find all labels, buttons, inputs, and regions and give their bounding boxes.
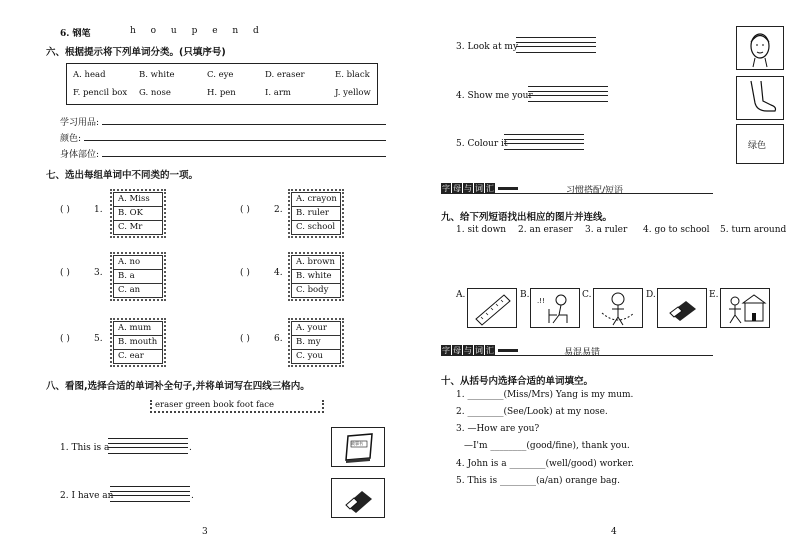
banner2-char-3: 与 [464, 345, 472, 355]
banner2-sub: 易混易错 [564, 348, 601, 358]
face-picture [736, 26, 784, 70]
g6-opt-c: C. you [291, 350, 341, 364]
turn-around-picture[interactable] [593, 288, 643, 328]
sit-down-picture[interactable] [530, 288, 580, 328]
cat-color-line[interactable] [84, 140, 386, 141]
g2-opt-b: B. ruler [291, 207, 341, 221]
phrase-2: 2. an eraser [518, 225, 573, 235]
g3-num: 3. [94, 268, 103, 278]
pic-d-label: D. [646, 290, 656, 300]
g6-opt-b: B. my [291, 336, 341, 350]
g1-opt-a: A. Miss [113, 192, 163, 207]
book-picture [331, 427, 385, 467]
phrase-5: 5. turn around [720, 225, 787, 235]
g1-options [110, 189, 166, 238]
word-c: C. eye [207, 70, 234, 80]
banner2-char-5: 汇 [486, 345, 494, 355]
g3-options [110, 252, 166, 301]
word-f: F. pencil box [73, 88, 128, 98]
fill-item-2: 2. ________(See/Look) at my nose. [456, 407, 608, 417]
banner2-line [441, 355, 713, 356]
eraser-picture-d[interactable] [657, 288, 707, 328]
g1-opt-b: B. OK [113, 207, 163, 221]
sec10-title: 十、从括号内选择合适的单词填空。 [441, 376, 594, 387]
word-d: D. eraser [265, 70, 305, 80]
banner1-char-3: 与 [464, 183, 472, 193]
fill-item-3-answer: —I'm ________(good/fine), thank you. [464, 441, 630, 451]
g4-paren[interactable]: ( ) [240, 268, 250, 278]
banner1-bar [498, 187, 518, 190]
ruler-picture[interactable] [467, 288, 517, 328]
g5-options [110, 318, 166, 367]
banner2-char-4: 词 [475, 345, 483, 355]
cat-color: 颜色: [60, 134, 82, 144]
sec9-title: 九、给下列短语找出相应的图片并连线。 [441, 212, 613, 223]
g5-paren[interactable]: ( ) [60, 334, 70, 344]
banner1-char-2: 母 [453, 183, 461, 193]
g6-opt-a: A. your [291, 321, 341, 336]
q1-writing-lines[interactable] [108, 438, 188, 454]
pic-c-label: C. [582, 290, 592, 300]
g4-num: 4. [274, 268, 283, 278]
cat-stationery-line[interactable] [102, 124, 386, 125]
banner2-char-1: 字 [442, 345, 450, 355]
eraser-picture [331, 478, 385, 518]
word-b: B. white [139, 70, 175, 80]
page-number-left: 3 [202, 527, 208, 537]
g5-opt-a: A. mum [113, 321, 163, 336]
g3-paren[interactable]: ( ) [60, 268, 70, 278]
go-to-school-picture[interactable] [720, 288, 770, 328]
fill-item-5: 5. This is ________(a/an) orange bag. [456, 476, 620, 486]
q6-letters: h o u p e n d [130, 26, 265, 36]
banner1-char-5: 汇 [486, 183, 494, 193]
banner1-char-1: 字 [442, 183, 450, 193]
q6-label: 6. 钢笔 [60, 29, 91, 39]
g2-opt-a: A. crayon [291, 192, 341, 207]
fill-item-3: 3. —How are you? [456, 424, 540, 434]
color-label: 绿色 [748, 141, 767, 151]
g1-opt-c: C. Mr [113, 221, 163, 235]
g4-opt-a: A. brown [291, 255, 341, 270]
page-number-right: 4 [611, 527, 617, 537]
q1-period: . [189, 443, 192, 453]
phrase-3: 3. a ruler [585, 225, 628, 235]
q2-writing-lines[interactable] [110, 486, 190, 502]
banner2-char-2: 母 [453, 345, 461, 355]
q3-writing-lines[interactable] [516, 37, 596, 53]
banner1-line [441, 193, 713, 194]
banner-vocab-1 [441, 183, 518, 193]
g6-paren[interactable]: ( ) [240, 334, 250, 344]
g5-opt-b: B. mouth [113, 336, 163, 350]
g2-opt-c: C. school [291, 221, 341, 235]
g3-opt-c: C. an [113, 284, 163, 298]
g5-opt-c: C. ear [113, 350, 163, 364]
sec6-title: 六、根据提示将下列单词分类。(只填序号) [46, 47, 226, 58]
green-color-box [736, 124, 784, 164]
word-i: I. arm [265, 88, 291, 98]
word-g: G. nose [139, 88, 171, 98]
g6-num: 6. [274, 334, 283, 344]
q3-label: 3. Look at my [456, 42, 519, 52]
sec7-title: 七、选出每组单词中不同类的一项。 [46, 170, 199, 181]
word-j: J. yellow [335, 88, 371, 98]
wordbank-box [150, 400, 324, 413]
fill-item-4: 4. John is a ________(well/good) worker. [456, 459, 634, 469]
banner2-bar [498, 349, 518, 352]
q5-writing-lines[interactable] [504, 134, 584, 150]
pic-a-label: A. [456, 290, 466, 300]
g5-num: 5. [94, 334, 103, 344]
pic-e-label: E. [709, 290, 719, 300]
svg-text:.!!: .!! [537, 297, 545, 305]
g3-opt-a: A. no [113, 255, 163, 270]
g3-opt-b: B. a [113, 270, 163, 284]
g2-paren[interactable]: ( ) [240, 205, 250, 215]
g1-num: 1. [94, 205, 103, 215]
sec8-title: 八、看图,选择合适的单词补全句子,并将单词写在四线三格内。 [46, 381, 310, 392]
phrase-4: 4. go to school [643, 225, 710, 235]
cat-body-line[interactable] [102, 156, 386, 157]
sec6-wordbox [66, 63, 378, 105]
g4-options [288, 252, 344, 301]
phrase-1: 1. sit down [456, 225, 507, 235]
g2-options [288, 189, 344, 238]
banner-vocab-2 [441, 345, 518, 355]
g6-options [288, 318, 344, 367]
g4-opt-b: B. white [291, 270, 341, 284]
word-h: H. pen [207, 88, 236, 98]
q5-label: 5. Colour it [456, 139, 508, 149]
q2-label: 2. I have an [60, 491, 114, 501]
g2-num: 2. [274, 205, 283, 215]
word-a: A. head [73, 70, 106, 80]
cat-stationery: 学习用品: [60, 118, 100, 128]
word-e: E. black [335, 70, 370, 80]
banner1-sub: 习惯搭配/短语 [566, 186, 624, 196]
q2-period: . [191, 491, 194, 501]
pic-b-label: B. [520, 290, 530, 300]
book-label: 故事书 [351, 441, 363, 446]
foot-picture [736, 76, 784, 120]
q4-label: 4. Show me your [456, 91, 533, 101]
fill-item-1: 1. ________(Miss/Mrs) Yang is my mum. [456, 390, 634, 400]
g4-opt-c: C. body [291, 284, 341, 298]
wordbank-text: eraser green book foot face [155, 400, 275, 410]
banner1-char-4: 词 [475, 183, 483, 193]
q4-writing-lines[interactable] [528, 86, 608, 102]
cat-body: 身体部位: [60, 150, 100, 160]
q1-label: 1. This is a [60, 443, 110, 453]
g1-paren[interactable]: ( ) [60, 205, 70, 215]
